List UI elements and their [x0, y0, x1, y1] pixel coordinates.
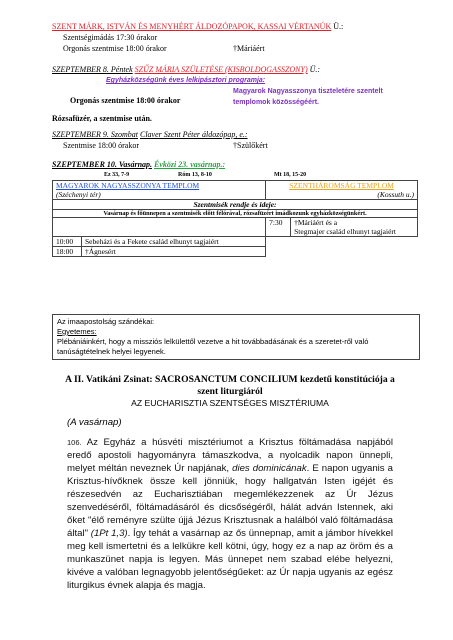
sept9-intention: †Szülőkért	[233, 141, 268, 150]
article-section: (A vasárnap)	[67, 417, 122, 428]
schedule-intention: Sebeházi és a Fekete család elhunyt tagjaiért	[82, 237, 266, 247]
prayer-intentions-box	[52, 314, 420, 360]
sept8-feast-suffix: Ü.:	[307, 65, 321, 74]
paragraph-ref: (1Pt 1,3)	[90, 528, 128, 539]
sept9-mass: Szentmise 18:00 órakor	[63, 141, 139, 150]
article-subheading: AZ EUCHARISZTIA SZENTSÉGES MISZTÉRIUMA	[131, 398, 329, 408]
schedule-header: Szentmisék rendje és ideje:	[53, 200, 418, 210]
schedule-header-row	[53, 200, 418, 210]
sept7-title: SZENT MÁRK, ISTVÁN ÉS MENYHÉRT ÁLDOZÓPAPOK, KASSAI VÉRTANÚK	[52, 22, 332, 31]
schedule-time: 7:30	[266, 218, 291, 237]
church1-address: (Széchenyi tér)	[56, 190, 101, 199]
schedule-note-row	[53, 210, 418, 218]
mass-schedule-table	[52, 180, 418, 257]
sept8-rosary: Rózsafüzér, a szentmise után.	[52, 114, 152, 123]
schedule-time: 18:00	[53, 247, 82, 257]
sept10-sunday: Évközi 23. vasárnap.:	[154, 160, 226, 169]
sept9-date: SZEPTEMBER 9. Szombat	[52, 130, 138, 139]
sept7-adoration: Szentségimádás 17:30 órakor	[63, 33, 158, 42]
sept8-heading	[52, 65, 320, 75]
church2-name: SZENTHÁROMSÁG TEMPLOM	[289, 181, 394, 190]
reading-2: Róm 13, 8-10	[178, 172, 212, 178]
schedule-time: 10:00	[53, 237, 82, 247]
reading-3: Mt 18, 15-20	[274, 172, 307, 178]
sept7-intention: †Máriáért	[233, 44, 265, 53]
sept8-mass: Orgonás szentmise 18:00 órakor	[70, 96, 181, 105]
schedule-note: Vasárnap és főünnepen a szentmisék előtt félórával, rózsafüzért imádkozunk egyházközségünkért.	[53, 210, 418, 218]
schedule-intention: †Ágnesért	[82, 247, 266, 257]
paragraph-number: 106.	[67, 438, 82, 447]
sept9-heading	[52, 130, 248, 140]
schedule-row	[53, 247, 418, 257]
paragraph-italic: dies dominicának	[232, 463, 307, 474]
paragraph-text-c: . Így tehát a vasárnap az ős ünnepnap, amit a jámbor hívekkel meg kell ismertetni és a lelkükre kell kötni, úgy, hogy ez a nap az öröm és a munkaszünet napja is legyen. Más ünnepet nem szabad elébe helyezni, kivéve a valóban legnagyobb jelentőségűeket: az Úr napja ugyanis az egész liturgikus évnek alapja és magja.	[67, 528, 393, 591]
intent-subtitle: Egyetemes:	[57, 327, 97, 336]
article-paragraph-106	[67, 436, 393, 592]
sept8-date: SZEPTEMBER 8. Péntek	[52, 65, 133, 74]
sept7-heading	[52, 22, 343, 32]
paragraph-text-a: Az Egyház a húsvéti misztériumot a Krisztus föltámadása napjából eredő apostoli hagyományra támaszkodva, a nyolcadik napon ünnepli, melyet méltán neveznek Úr napjának,	[67, 437, 394, 474]
schedule-row	[53, 237, 418, 247]
intent-title: Az imaapostolság szándékai:	[57, 317, 155, 326]
church1-name: MAGYAROK NAGYASSZONYA TEMPLOM	[56, 181, 200, 190]
intent-text: Plébániáinkért, hogy a missziós lelkülettől vezetve a hit továbbadásának és a szeretet-ről való tanúságtételnek helyei legyenek.	[57, 337, 369, 356]
schedule-row	[53, 218, 418, 237]
sept8-program-text: Magyarok Nagyasszonya tiszteletére szentelt templomok közösségéért.	[233, 88, 383, 106]
schedule-intention-cont: Stegmajer család elhunyt tagjaiért	[294, 227, 396, 236]
paragraph-text-b: . E napon ugyanis a Krisztus-hívőknek össze kell jönniük, hogy hallgatván Isten igéjét és részesedvén az Eucharisztiában megemlékezzenek az Úr Jézus szenvedéséről, föltámadásáról és dicsőségéről, hálát adván Istennek, aki őket "élő reményre szülte újjá Jézus Krisztusnak a halálból való föltámadása által"	[67, 463, 393, 539]
sept10-date: SZEPTEMBER 10. Vasárnap.	[52, 160, 153, 169]
church2-address: (Kossuth u.)	[377, 190, 414, 199]
reading-1: Ez 33, 7-9	[104, 172, 130, 178]
sept9-saint: Claver Szent Péter áldozópap, e.:	[140, 130, 248, 139]
sept7-mass: Orgonás szentmise 18:00 órakor	[63, 44, 167, 53]
schedule-intention: †Máriáért és a	[294, 218, 338, 227]
sept8-program-label: Egyházközségünk éves lelkipásztori programja:	[106, 77, 266, 84]
church-names-row	[53, 181, 418, 200]
sept8-feast: SZŰZ MÁRIA SZÜLETÉSE (KISBOLDOGASSZONY)	[134, 65, 308, 74]
article-heading: A II. Vatikáni Zsinat: SACROSANCTUM CONCILIUM kezdetű konstitúciója a szent liturgiáról	[65, 374, 395, 397]
sept10-heading	[52, 160, 225, 170]
sept7-title-suffix: Ü.:	[331, 22, 344, 31]
